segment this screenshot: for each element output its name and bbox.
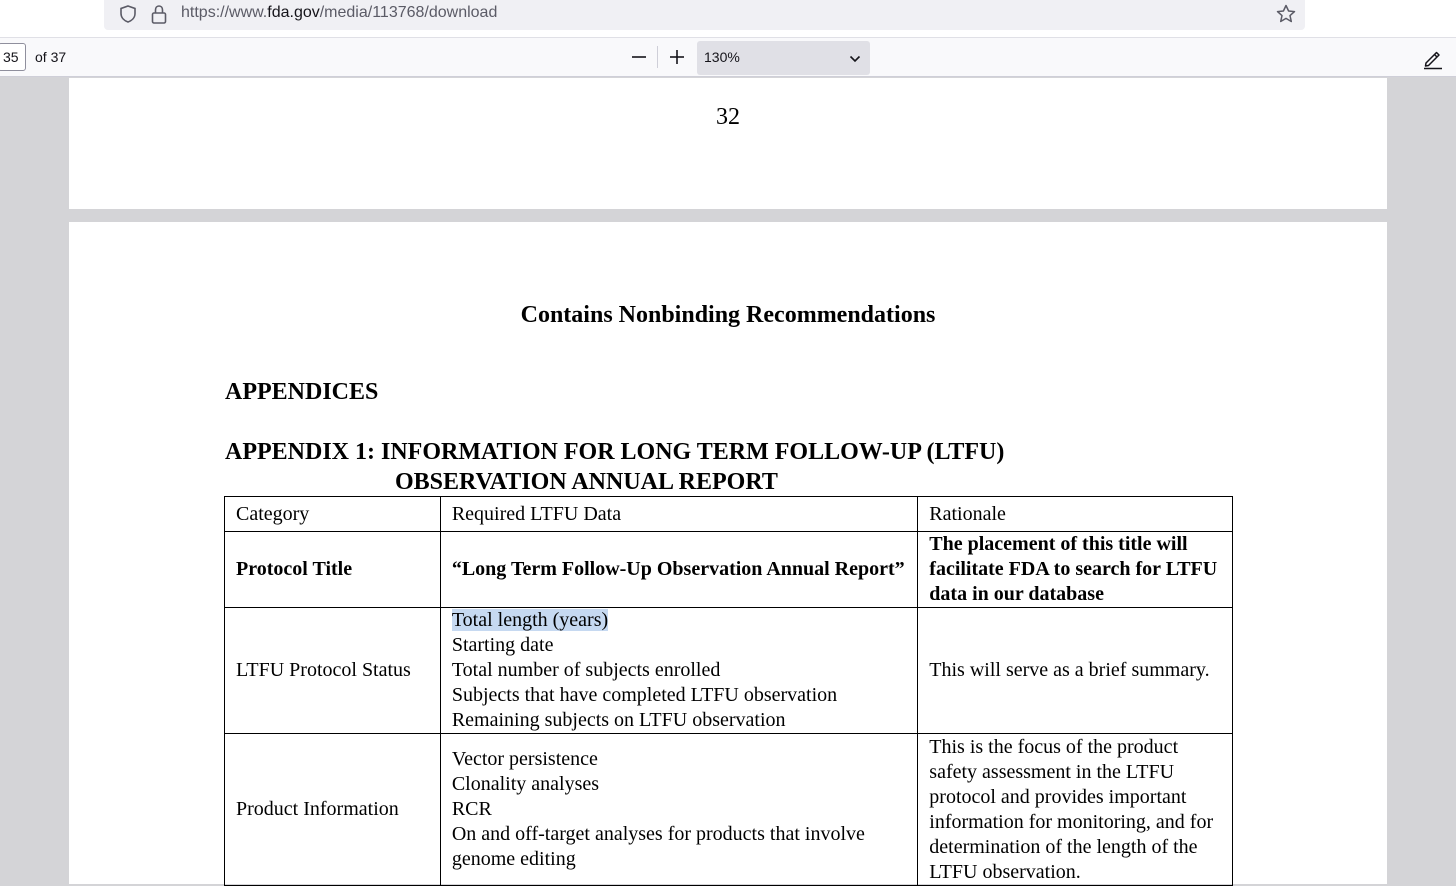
appendix1-title-line2: OBSERVATION ANNUAL REPORT bbox=[395, 469, 778, 495]
data-line: Starting date bbox=[451, 634, 554, 656]
header-category: Category bbox=[225, 497, 441, 532]
appendix1-title-line1: APPENDIX 1: INFORMATION FOR LONG TERM FOLLOW-UP (LTFU) bbox=[225, 439, 1005, 465]
table-row bbox=[225, 532, 1233, 608]
row-data bbox=[440, 532, 917, 608]
star-icon[interactable] bbox=[1275, 3, 1297, 25]
page-count-label: of 37 bbox=[35, 49, 67, 65]
page-number-input[interactable]: 35 bbox=[0, 43, 26, 71]
browser-url-strip bbox=[0, 0, 1456, 37]
url-prefix: https://www. bbox=[181, 4, 268, 21]
address-bar[interactable] bbox=[104, 0, 1305, 30]
data-line: RCR bbox=[451, 798, 492, 820]
table-row bbox=[225, 734, 1233, 886]
url-text[interactable] bbox=[181, 4, 497, 22]
header-required-data: Required LTFU Data bbox=[440, 497, 917, 532]
zoom-select[interactable] bbox=[697, 41, 870, 75]
chevron-down-icon bbox=[848, 52, 862, 66]
data-line bbox=[452, 608, 906, 633]
table-header-row bbox=[225, 497, 1233, 532]
data-line: Clonality analyses bbox=[451, 773, 600, 795]
page-footer-number: 32 bbox=[716, 104, 740, 130]
zoom-value: 130% bbox=[704, 49, 740, 65]
data-line: Total number of subjects enrolled bbox=[451, 659, 721, 681]
url-path: /media/113768/download bbox=[319, 4, 498, 21]
rationale-text: This will serve as a brief summary. bbox=[929, 659, 1210, 681]
nonbinding-heading: Contains Nonbinding Recommendations bbox=[520, 302, 936, 328]
lock-icon[interactable] bbox=[149, 3, 169, 25]
data-line: Subjects that have completed LTFU observation bbox=[451, 684, 838, 706]
ltfu-report-table bbox=[224, 496, 1233, 886]
pdf-toolbar bbox=[0, 37, 1456, 77]
row-rationale bbox=[918, 532, 1233, 608]
data-line: Vector persistence bbox=[451, 748, 598, 770]
pdf-page-previous bbox=[69, 78, 1387, 209]
header-rationale: Rationale bbox=[918, 497, 1233, 532]
url-domain: fda.gov bbox=[267, 4, 320, 21]
data-line: On and off-target analyses for products that involve genome editing bbox=[451, 823, 865, 870]
data-line: “Long Term Follow-Up Observation Annual Report” bbox=[451, 558, 905, 580]
data-line: Remaining subjects on LTFU observation bbox=[451, 709, 786, 731]
row-category: Protocol Title bbox=[225, 532, 441, 608]
zoom-separator bbox=[657, 46, 658, 68]
draw-icon[interactable] bbox=[1421, 46, 1445, 70]
rationale-text: The placement of this title will facilitate FDA to search for LTFU data in our database bbox=[929, 533, 1218, 605]
row-category: LTFU Protocol Status bbox=[225, 608, 441, 734]
rationale-text: This is the focus of the product safety assessment in the LTFU protocol and provides important information for monitoring, and for determination of the length of the LTFU observation. bbox=[929, 735, 1214, 883]
row-rationale bbox=[918, 608, 1233, 734]
row-data bbox=[440, 608, 917, 734]
zoom-out-icon[interactable] bbox=[628, 46, 650, 68]
table-row bbox=[225, 608, 1233, 734]
zoom-in-icon[interactable] bbox=[666, 46, 688, 68]
row-rationale bbox=[918, 734, 1233, 886]
pdf-page-current bbox=[69, 222, 1387, 884]
shield-icon[interactable] bbox=[118, 4, 138, 24]
appendices-heading: APPENDICES bbox=[225, 379, 379, 405]
row-category: Product Information bbox=[225, 734, 441, 886]
row-data bbox=[440, 734, 917, 886]
selected-text[interactable]: Total length (years) bbox=[451, 609, 609, 631]
